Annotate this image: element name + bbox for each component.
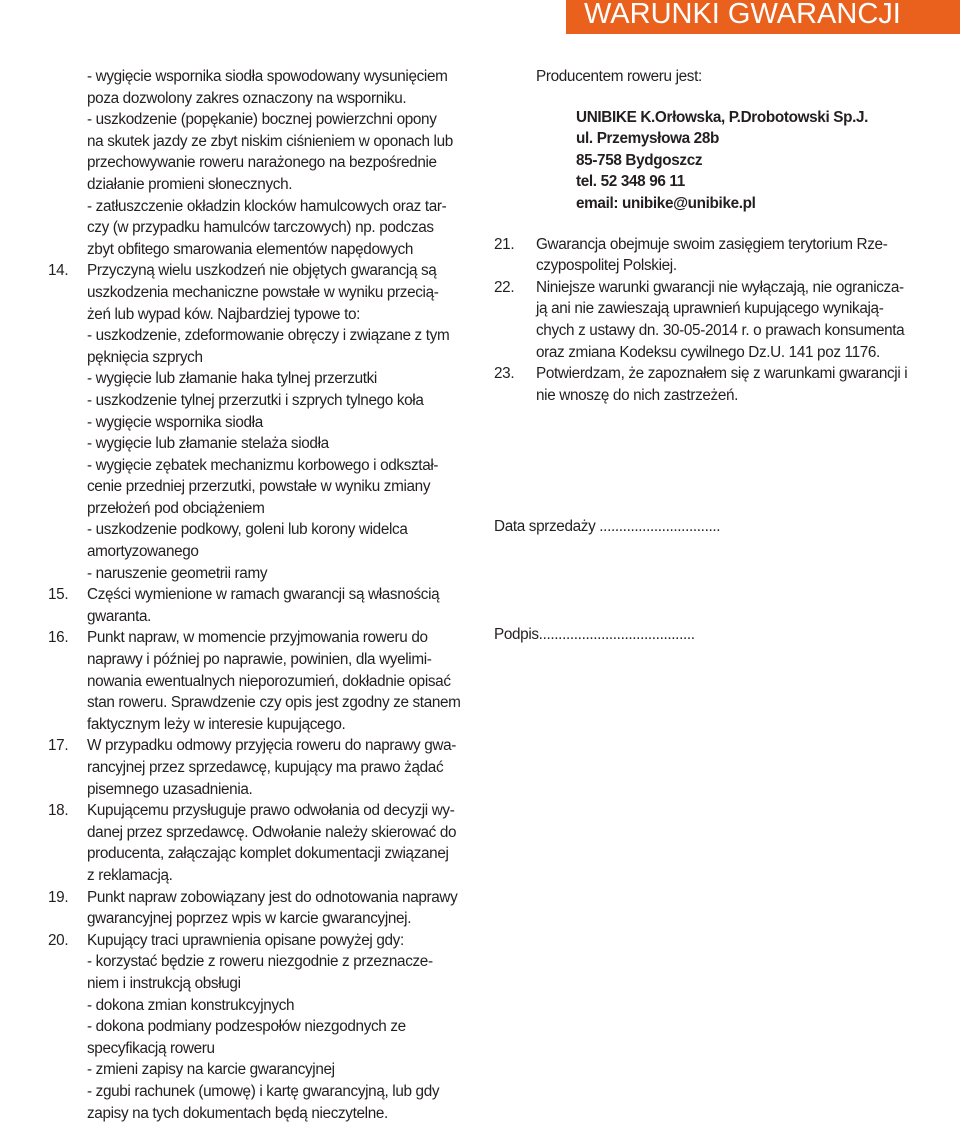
- text-line: danej przez sprzedawcę. Odwołanie należy skierować do: [87, 822, 468, 844]
- producer-address: [494, 107, 924, 215]
- right-items: [494, 234, 924, 407]
- text-line: Punkt napraw zobowiązany jest do odnotowania naprawy: [87, 887, 468, 909]
- list-item: [48, 930, 468, 1124]
- address-line: ul. Przemysłowa 28b: [576, 128, 924, 150]
- text-line: - wygięcie lub złamanie haka tylnej przerzutki: [87, 368, 468, 390]
- item-number: 15.: [48, 584, 68, 606]
- text-line: - korzystać będzie z roweru niezgodnie z przeznacze-: [87, 951, 468, 973]
- text-line: gwaranta.: [87, 606, 468, 628]
- header-banner: [566, 0, 960, 34]
- text-line: czy (w przypadku hamulców tarczowych) np. podczas: [87, 217, 468, 239]
- text-line: pisemnego uzasadnienia.: [87, 779, 468, 801]
- text-line: - wygięcie zębatek mechanizmu korbowego i odkształ-: [87, 455, 468, 477]
- sale-date-field[interactable]: Data sprzedaży ...............................: [494, 516, 720, 538]
- list-item: [494, 277, 924, 363]
- text-line: - zmieni zapisy na karcie gwarancyjnej: [87, 1059, 468, 1081]
- text-line: poza dozwolony zakres oznaczony na wsporniku.: [87, 88, 468, 110]
- intro-text: [48, 66, 468, 260]
- item-number: 18.: [48, 800, 68, 822]
- text-line: - wygięcie lub złamanie stelaża siodła: [87, 433, 468, 455]
- address-line: email: unibike@unibike.pl: [576, 193, 924, 215]
- list-item: [48, 735, 468, 800]
- list-item: [48, 584, 468, 627]
- text-line: chych z ustawy dn. 30-05-2014 r. o prawach konsumenta: [536, 320, 924, 342]
- list-item: [48, 260, 468, 584]
- text-line: przełożeń pod obciążeniem: [87, 498, 468, 520]
- text-line: - dokona zmian konstrukcyjnych: [87, 995, 468, 1017]
- address-line: tel. 52 348 96 11: [576, 171, 924, 193]
- text-line: nie wnoszę do nich zastrzeżeń.: [536, 385, 924, 407]
- text-line: - uszkodzenie, zdeformowanie obręczy i związane z tym: [87, 325, 468, 347]
- producer-label: Producentem roweru jest:: [494, 66, 924, 88]
- text-line: działanie promieni słonecznych.: [87, 174, 468, 196]
- text-line: gwarancyjnej poprzez wpis w karcie gwarancyjnej.: [87, 908, 468, 930]
- address-line: 85-758 Bydgoszcz: [576, 150, 924, 172]
- text-line: - uszkodzenie (popękanie) bocznej powierzchni opony: [87, 109, 468, 131]
- text-line: przechowywanie roweru narażonego na bezpośrednie: [87, 152, 468, 174]
- text-line: Części wymienione w ramach gwarancji są własnością: [87, 584, 468, 606]
- text-line: ją ani nie zawieszają uprawnień kupującego wynikają-: [536, 298, 924, 320]
- item-number: 20.: [48, 930, 68, 952]
- text-line: faktycznym leży w interesie kupującego.: [87, 714, 468, 736]
- text-line: - naruszenie geometrii ramy: [87, 563, 468, 585]
- item-number: 21.: [494, 234, 514, 256]
- text-line: specyfikacją roweru: [87, 1038, 468, 1060]
- text-line: Potwierdzam, że zapoznałem się z warunkami gwarancji i: [536, 363, 924, 385]
- text-line: producenta, załączając komplet dokumentacji związanej: [87, 843, 468, 865]
- text-line: pęknięcia szprych: [87, 347, 468, 369]
- text-line: zbyt obfitego smarowania elementów napędowych: [87, 239, 468, 261]
- text-line: rancyjnej przez sprzedawcę, kupujący ma prawo żądać: [87, 757, 468, 779]
- left-column: [48, 66, 468, 1124]
- text-line: z reklamacją.: [87, 865, 468, 887]
- item-number: 17.: [48, 735, 68, 757]
- text-line: nowania ewentualnych nieporozumień, dokładnie opisać: [87, 671, 468, 693]
- item-number: 19.: [48, 887, 68, 909]
- list-item: [494, 234, 924, 277]
- text-line: Kupującemu przysługuje prawo odwołania od decyzji wy-: [87, 800, 468, 822]
- text-line: Niniejsze warunki gwarancji nie wyłączają, nie ogranicza-: [536, 277, 924, 299]
- text-line: żeń lub wypad ków. Najbardziej typowe to:: [87, 304, 468, 326]
- left-items: [48, 260, 468, 1124]
- text-line: - uszkodzenie podkowy, goleni lub korony widelca: [87, 519, 468, 541]
- text-line: uszkodzenia mechaniczne powstałe w wyniku przecią-: [87, 282, 468, 304]
- text-line: oraz zmiana Kodeksu cywilnego Dz.U. 141 poz 1176.: [536, 342, 924, 364]
- text-line: - zatłuszczenie okładzin klocków hamulcowych oraz tar-: [87, 196, 468, 218]
- text-line: Gwarancja obejmuje swoim zasięgiem terytorium Rze-: [536, 234, 924, 256]
- item-number: 23.: [494, 363, 514, 385]
- item-number: 22.: [494, 277, 514, 299]
- text-line: stan roweru. Sprawdzenie czy opis jest zgodny ze stanem: [87, 692, 468, 714]
- item-number: 14.: [48, 260, 68, 282]
- text-line: - wygięcie wspornika siodła spowodowany wysunięciem: [87, 66, 468, 88]
- text-line: - uszkodzenie tylnej przerzutki i szprych tylnego koła: [87, 390, 468, 412]
- text-line: W przypadku odmowy przyjęcia roweru do naprawy gwa-: [87, 735, 468, 757]
- text-line: - zgubi rachunek (umowę) i kartę gwarancyjną, lub gdy: [87, 1081, 468, 1103]
- text-line: amortyzowanego: [87, 541, 468, 563]
- text-line: na skutek jazdy ze zbyt niskim ciśnieniem w oponach lub: [87, 131, 468, 153]
- text-line: Przyczyną wielu uszkodzeń nie objętych gwarancją są: [87, 260, 468, 282]
- address-line: UNIBIKE K.Orłowska, P.Drobotowski Sp.J.: [576, 107, 924, 129]
- text-line: naprawy i później po naprawie, powinien, dla wyelimi-: [87, 649, 468, 671]
- text-line: niem i instrukcją obsługi: [87, 973, 468, 995]
- list-item: [48, 627, 468, 735]
- list-item: [48, 800, 468, 886]
- text-line: cenie przedniej przerzutki, powstałe w wyniku zmiany: [87, 476, 468, 498]
- text-line: - dokona podmiany podzespołów niezgodnych ze: [87, 1016, 468, 1038]
- text-line: zapisy na tych dokumentach będą nieczytelne.: [87, 1103, 468, 1124]
- signature-field[interactable]: Podpis........................................: [494, 624, 695, 646]
- right-column: [494, 66, 924, 406]
- item-number: 16.: [48, 627, 68, 649]
- text-line: Punkt napraw, w momencie przyjmowania roweru do: [87, 627, 468, 649]
- page-title: WARUNKI GWARANCJI: [584, 0, 901, 31]
- text-line: Kupujący traci uprawnienia opisane powyżej gdy:: [87, 930, 468, 952]
- list-item: [494, 363, 924, 406]
- list-item: [48, 887, 468, 930]
- text-line: czypospolitej Polskiej.: [536, 255, 924, 277]
- text-line: - wygięcie wspornika siodła: [87, 412, 468, 434]
